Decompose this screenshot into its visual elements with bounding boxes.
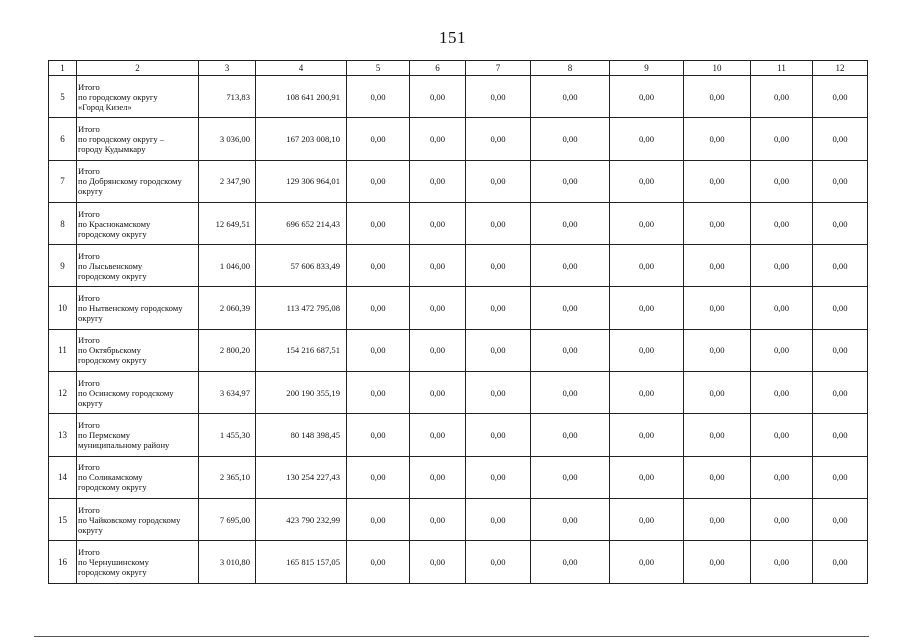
row-name-line: по Добрянскому городскому xyxy=(78,176,182,187)
cell-col8: 0,00 xyxy=(531,498,610,540)
cell-col6: 0,00 xyxy=(410,287,466,329)
row-name-line: Итого xyxy=(78,208,100,219)
table-body xyxy=(49,76,868,584)
row-name-line: по Лысьвенскому xyxy=(78,260,143,271)
cell-col9: 0,00 xyxy=(610,456,684,498)
table-row xyxy=(49,118,868,160)
column-header: 7 xyxy=(466,61,531,76)
row-name-line: по Осинскому городскому xyxy=(78,387,174,398)
cell-col3: 2 060,39 xyxy=(199,287,256,329)
cell-col9: 0,00 xyxy=(610,498,684,540)
row-name-line: Итого xyxy=(78,335,100,346)
cell-col5: 0,00 xyxy=(347,372,410,414)
cell-col9: 0,00 xyxy=(610,202,684,244)
cell-col10: 0,00 xyxy=(684,287,751,329)
cell-col12: 0,00 xyxy=(813,498,868,540)
row-name xyxy=(77,329,199,371)
cell-col6: 0,00 xyxy=(410,414,466,456)
cell-col5: 0,00 xyxy=(347,118,410,160)
cell-col5: 0,00 xyxy=(347,245,410,287)
cell-col7: 0,00 xyxy=(466,287,531,329)
row-name-line: городу Кудымкару xyxy=(78,143,146,154)
cell-col12: 0,00 xyxy=(813,118,868,160)
row-name-line: муниципальному району xyxy=(78,440,170,451)
cell-col11: 0,00 xyxy=(751,118,813,160)
row-number: 7 xyxy=(49,160,77,202)
cell-col3: 12 649,51 xyxy=(199,202,256,244)
cell-col6: 0,00 xyxy=(410,76,466,118)
row-name-line: Итого xyxy=(78,546,100,557)
row-name-line: округу xyxy=(78,397,103,408)
row-name-line: городскому округу xyxy=(78,566,147,577)
row-name-line: Итого xyxy=(78,250,100,261)
cell-col11: 0,00 xyxy=(751,202,813,244)
cell-col6: 0,00 xyxy=(410,372,466,414)
column-header: 8 xyxy=(531,61,610,76)
cell-col11: 0,00 xyxy=(751,329,813,371)
column-header: 5 xyxy=(347,61,410,76)
row-name xyxy=(77,498,199,540)
table-row xyxy=(49,456,868,498)
column-header: 2 xyxy=(77,61,199,76)
cell-col3: 1 455,30 xyxy=(199,414,256,456)
cell-col9: 0,00 xyxy=(610,160,684,202)
cell-col8: 0,00 xyxy=(531,160,610,202)
cell-col4: 167 203 008,10 xyxy=(256,118,347,160)
cell-col12: 0,00 xyxy=(813,160,868,202)
row-number: 13 xyxy=(49,414,77,456)
cell-col6: 0,00 xyxy=(410,118,466,160)
cell-col3: 2 800,20 xyxy=(199,329,256,371)
row-name-line: городскому округу xyxy=(78,482,147,493)
cell-col10: 0,00 xyxy=(684,372,751,414)
cell-col5: 0,00 xyxy=(347,456,410,498)
row-name xyxy=(77,76,199,118)
cell-col5: 0,00 xyxy=(347,414,410,456)
cell-col3: 3 634,97 xyxy=(199,372,256,414)
cell-col12: 0,00 xyxy=(813,414,868,456)
table-row xyxy=(49,245,868,287)
cell-col11: 0,00 xyxy=(751,372,813,414)
row-name-line: по Нытвенскому городскому xyxy=(78,303,183,314)
table-row xyxy=(49,160,868,202)
cell-col5: 0,00 xyxy=(347,541,410,583)
table-row xyxy=(49,498,868,540)
cell-col8: 0,00 xyxy=(531,541,610,583)
row-name xyxy=(77,456,199,498)
row-name-line: округу xyxy=(78,186,103,197)
row-number: 12 xyxy=(49,372,77,414)
cell-col4: 80 148 398,45 xyxy=(256,414,347,456)
cell-col7: 0,00 xyxy=(466,118,531,160)
cell-col8: 0,00 xyxy=(531,329,610,371)
cell-col8: 0,00 xyxy=(531,245,610,287)
cell-col8: 0,00 xyxy=(531,76,610,118)
cell-col7: 0,00 xyxy=(466,498,531,540)
cell-col7: 0,00 xyxy=(466,541,531,583)
table-row xyxy=(49,414,868,456)
cell-col3: 713,83 xyxy=(199,76,256,118)
data-table xyxy=(48,60,868,584)
table-row xyxy=(49,287,868,329)
cell-col7: 0,00 xyxy=(466,76,531,118)
cell-col5: 0,00 xyxy=(347,498,410,540)
cell-col11: 0,00 xyxy=(751,456,813,498)
column-header: 11 xyxy=(751,61,813,76)
row-name-line: Итого xyxy=(78,462,100,473)
row-name-line: Итого xyxy=(78,166,100,177)
cell-col12: 0,00 xyxy=(813,287,868,329)
row-number: 10 xyxy=(49,287,77,329)
cell-col3: 7 695,00 xyxy=(199,498,256,540)
cell-col3: 3 036,00 xyxy=(199,118,256,160)
cell-col7: 0,00 xyxy=(466,372,531,414)
cell-col6: 0,00 xyxy=(410,245,466,287)
row-name-line: по Чайковскому городскому xyxy=(78,514,181,525)
row-name xyxy=(77,541,199,583)
column-header: 12 xyxy=(813,61,868,76)
cell-col11: 0,00 xyxy=(751,287,813,329)
table-row xyxy=(49,329,868,371)
row-name-line: городскому округу xyxy=(78,270,147,281)
table-row xyxy=(49,76,868,118)
cell-col4: 154 216 687,51 xyxy=(256,329,347,371)
cell-col3: 3 010,80 xyxy=(199,541,256,583)
row-name xyxy=(77,160,199,202)
row-number: 9 xyxy=(49,245,77,287)
row-number: 14 xyxy=(49,456,77,498)
cell-col7: 0,00 xyxy=(466,160,531,202)
page-number: 151 xyxy=(439,28,466,47)
row-name xyxy=(77,245,199,287)
cell-col6: 0,00 xyxy=(410,160,466,202)
cell-col11: 0,00 xyxy=(751,160,813,202)
page-bottom-rule xyxy=(34,636,869,637)
row-number: 6 xyxy=(49,118,77,160)
row-name-line: Итого xyxy=(78,504,100,515)
row-number: 5 xyxy=(49,76,77,118)
cell-col6: 0,00 xyxy=(410,541,466,583)
cell-col9: 0,00 xyxy=(610,414,684,456)
column-header: 3 xyxy=(199,61,256,76)
cell-col4: 57 606 833,49 xyxy=(256,245,347,287)
header-row xyxy=(49,61,868,76)
row-name xyxy=(77,287,199,329)
cell-col4: 200 190 355,19 xyxy=(256,372,347,414)
row-name-line: по Чернушинскому xyxy=(78,556,149,567)
cell-col9: 0,00 xyxy=(610,329,684,371)
row-name-line: по городскому округу xyxy=(78,91,158,102)
column-header: 10 xyxy=(684,61,751,76)
cell-col10: 0,00 xyxy=(684,118,751,160)
cell-col8: 0,00 xyxy=(531,287,610,329)
cell-col7: 0,00 xyxy=(466,456,531,498)
row-name-line: по Пермскому xyxy=(78,430,131,441)
column-header: 4 xyxy=(256,61,347,76)
row-number: 11 xyxy=(49,329,77,371)
row-number: 8 xyxy=(49,202,77,244)
row-name-line: городскому округу xyxy=(78,228,147,239)
cell-col10: 0,00 xyxy=(684,76,751,118)
cell-col7: 0,00 xyxy=(466,414,531,456)
column-header: 6 xyxy=(410,61,466,76)
row-name-line: Итого xyxy=(78,293,100,304)
cell-col12: 0,00 xyxy=(813,76,868,118)
cell-col5: 0,00 xyxy=(347,160,410,202)
row-name-line: округу xyxy=(78,524,103,535)
cell-col11: 0,00 xyxy=(751,414,813,456)
cell-col11: 0,00 xyxy=(751,76,813,118)
cell-col10: 0,00 xyxy=(684,541,751,583)
cell-col8: 0,00 xyxy=(531,118,610,160)
cell-col10: 0,00 xyxy=(684,160,751,202)
cell-col5: 0,00 xyxy=(347,329,410,371)
cell-col11: 0,00 xyxy=(751,245,813,287)
cell-col10: 0,00 xyxy=(684,245,751,287)
row-name-line: «Город Кизел» xyxy=(78,101,132,112)
row-name xyxy=(77,414,199,456)
cell-col4: 130 254 227,43 xyxy=(256,456,347,498)
cell-col10: 0,00 xyxy=(684,202,751,244)
cell-col4: 423 790 232,99 xyxy=(256,498,347,540)
cell-col4: 165 815 157,05 xyxy=(256,541,347,583)
cell-col8: 0,00 xyxy=(531,456,610,498)
row-name xyxy=(77,372,199,414)
cell-col3: 2 347,90 xyxy=(199,160,256,202)
cell-col12: 0,00 xyxy=(813,245,868,287)
cell-col7: 0,00 xyxy=(466,245,531,287)
cell-col12: 0,00 xyxy=(813,329,868,371)
row-name xyxy=(77,118,199,160)
cell-col12: 0,00 xyxy=(813,456,868,498)
table-row xyxy=(49,541,868,583)
cell-col9: 0,00 xyxy=(610,287,684,329)
cell-col11: 0,00 xyxy=(751,541,813,583)
row-name xyxy=(77,202,199,244)
cell-col8: 0,00 xyxy=(531,414,610,456)
cell-col12: 0,00 xyxy=(813,202,868,244)
cell-col5: 0,00 xyxy=(347,202,410,244)
cell-col11: 0,00 xyxy=(751,498,813,540)
cell-col7: 0,00 xyxy=(466,329,531,371)
column-header: 9 xyxy=(610,61,684,76)
cell-col10: 0,00 xyxy=(684,498,751,540)
row-name-line: Итого xyxy=(78,123,100,134)
row-name-line: Итого xyxy=(78,81,100,92)
cell-col6: 0,00 xyxy=(410,498,466,540)
row-number: 16 xyxy=(49,541,77,583)
row-name-line: по Октябрьскому xyxy=(78,345,141,356)
cell-col10: 0,00 xyxy=(684,456,751,498)
cell-col9: 0,00 xyxy=(610,76,684,118)
row-name-line: по Соликамскому xyxy=(78,472,143,483)
cell-col3: 1 046,00 xyxy=(199,245,256,287)
column-header: 1 xyxy=(49,61,77,76)
cell-col5: 0,00 xyxy=(347,287,410,329)
cell-col9: 0,00 xyxy=(610,372,684,414)
cell-col4: 129 306 964,01 xyxy=(256,160,347,202)
cell-col9: 0,00 xyxy=(610,118,684,160)
row-name-line: по Краснокамскому xyxy=(78,218,151,229)
cell-col9: 0,00 xyxy=(610,541,684,583)
cell-col10: 0,00 xyxy=(684,414,751,456)
cell-col5: 0,00 xyxy=(347,76,410,118)
cell-col9: 0,00 xyxy=(610,245,684,287)
cell-col12: 0,00 xyxy=(813,372,868,414)
cell-col3: 2 365,10 xyxy=(199,456,256,498)
row-name-line: городскому округу xyxy=(78,355,147,366)
row-name-line: Итого xyxy=(78,377,100,388)
cell-col6: 0,00 xyxy=(410,202,466,244)
cell-col4: 108 641 200,91 xyxy=(256,76,347,118)
cell-col10: 0,00 xyxy=(684,329,751,371)
cell-col4: 696 652 214,43 xyxy=(256,202,347,244)
row-name-line: Итого xyxy=(78,420,100,431)
cell-col8: 0,00 xyxy=(531,372,610,414)
row-name-line: округу xyxy=(78,313,103,324)
cell-col6: 0,00 xyxy=(410,456,466,498)
cell-col7: 0,00 xyxy=(466,202,531,244)
cell-col4: 113 472 795,08 xyxy=(256,287,347,329)
table-row xyxy=(49,372,868,414)
cell-col8: 0,00 xyxy=(531,202,610,244)
row-number: 15 xyxy=(49,498,77,540)
row-name-line: по городскому округу – xyxy=(78,133,165,144)
cell-col12: 0,00 xyxy=(813,541,868,583)
table-row xyxy=(49,202,868,244)
cell-col6: 0,00 xyxy=(410,329,466,371)
